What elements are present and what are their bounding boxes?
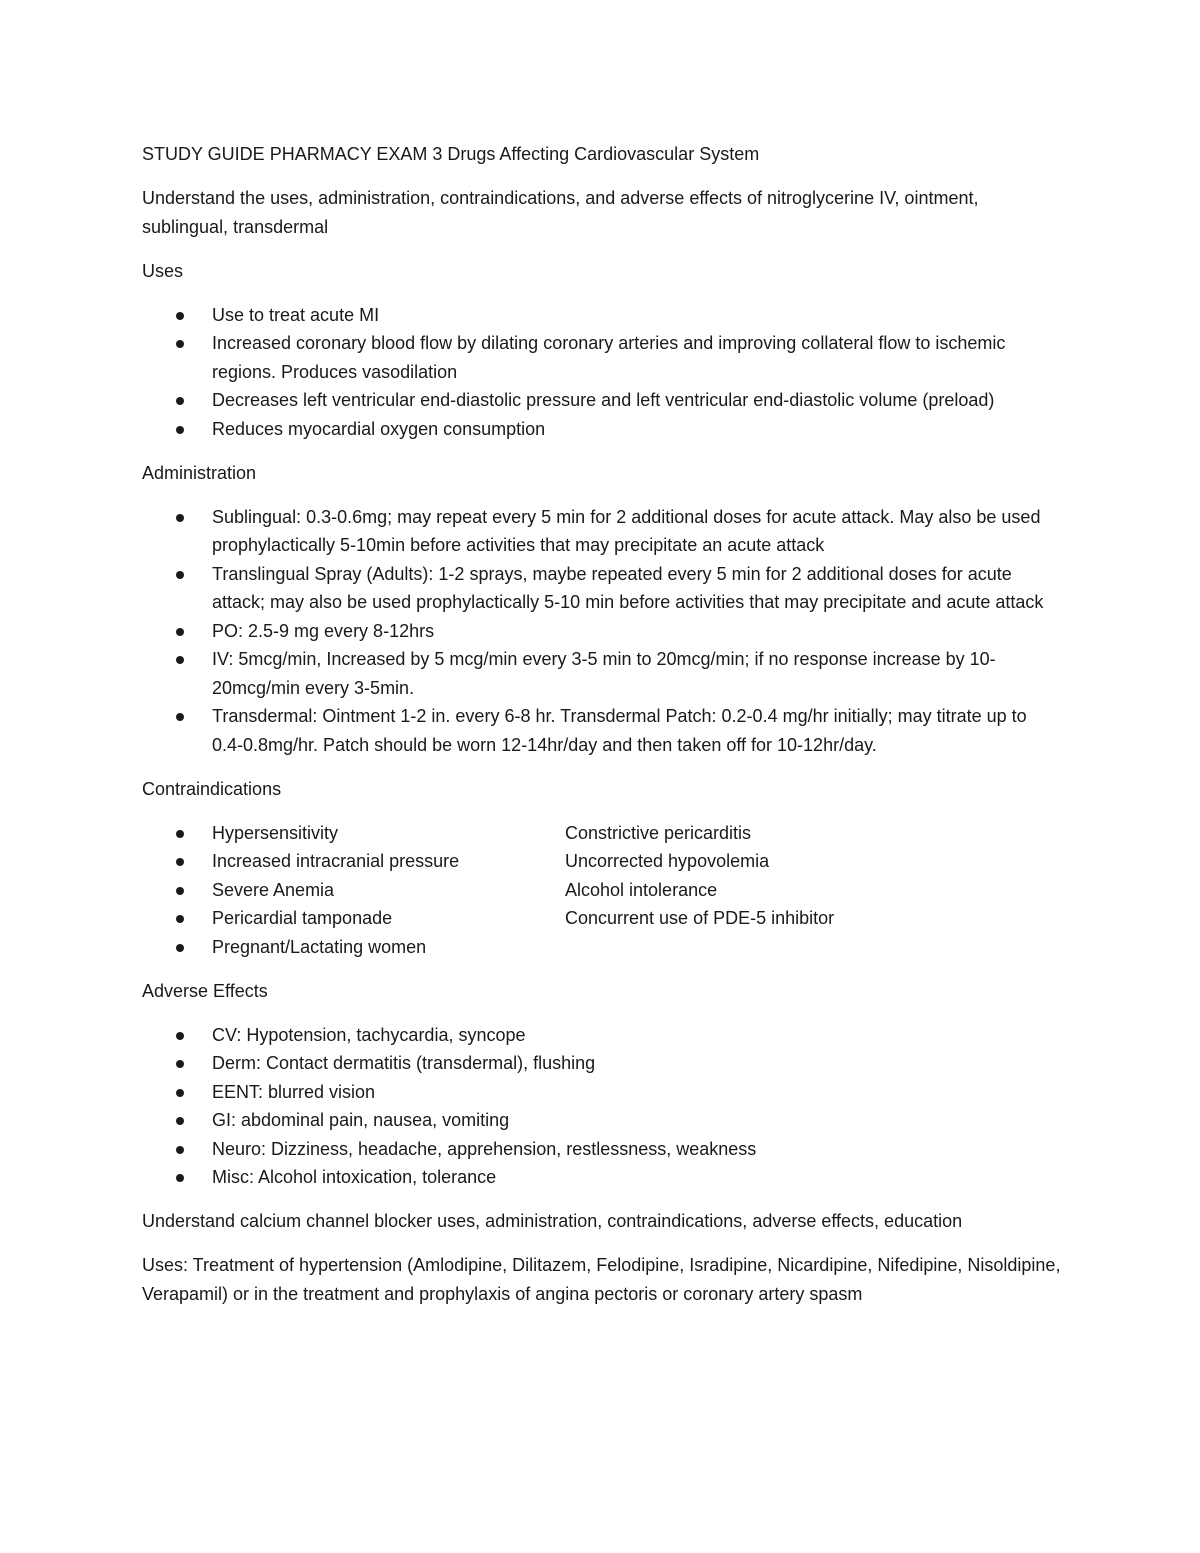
- bullet-icon: [176, 1032, 184, 1040]
- administration-list: [142, 503, 1062, 760]
- bullet-icon: [176, 1060, 184, 1068]
- list-item: Sublingual: 0.3-0.6mg; may repeat every 5 min for 2 additional doses for acute attack. May also be used prophylactically 5-10min before activities that may precipitate an acute attack: [142, 503, 1062, 560]
- list-item: Transdermal: Ointment 1-2 in. every 6-8 hr. Transdermal Patch: 0.2-0.4 mg/hr initially; may titrate up to 0.4-0.8mg/hr. Patch should be worn 12-14hr/day and then taken off for 10-12hr/day.: [142, 702, 1062, 759]
- list-item: Misc: Alcohol intoxication, tolerance: [142, 1163, 1062, 1192]
- list-item: Severe Anemia Alcohol intolerance: [142, 876, 1062, 905]
- list-item: Increased intracranial pressure Uncorrected hypovolemia: [142, 847, 1062, 876]
- bullet-icon: [176, 1089, 184, 1097]
- list-item: IV: 5mcg/min, Increased by 5 mcg/min every 3-5 min to 20mcg/min; if no response increase by 10-20mcg/min every 3-5min.: [142, 645, 1062, 702]
- list-item: PO: 2.5-9 mg every 8-12hrs: [142, 617, 1062, 646]
- bullet-icon: [176, 858, 184, 866]
- list-item: Neuro: Dizziness, headache, apprehension, restlessness, weakness: [142, 1135, 1062, 1164]
- bullet-icon: [176, 628, 184, 636]
- document-title: STUDY GUIDE PHARMACY EXAM 3 Drugs Affecting Cardiovascular System: [142, 144, 760, 164]
- bullet-icon: [176, 426, 184, 434]
- list-item: Reduces myocardial oxygen consumption: [142, 415, 1062, 444]
- list-item: Derm: Contact dermatitis (transdermal), flushing: [142, 1049, 1062, 1078]
- document-page: [142, 140, 1062, 1324]
- uses-heading: Uses: [142, 260, 184, 281]
- contraindications-list: [142, 819, 1062, 962]
- adverse-effects-heading: Adverse Effects: [142, 980, 268, 1001]
- calcium-channel-blocker-uses: Uses: Treatment of hypertension (Amlodipine, Dilitazem, Felodipine, Isradipine, Nicardipine, Nifedipine, Nisoldipine, Verapamil) or in the treatment and prophylaxis of angina pectoris or coronary artery spasm: [142, 1255, 1061, 1304]
- bullet-icon: [176, 1174, 184, 1182]
- bullet-icon: [176, 944, 184, 952]
- bullet-icon: [176, 830, 184, 838]
- list-item: GI: abdominal pain, nausea, vomiting: [142, 1106, 1062, 1135]
- bullet-icon: [176, 713, 184, 721]
- bullet-icon: [176, 571, 184, 579]
- bullet-icon: [176, 312, 184, 320]
- list-item: Pregnant/Lactating women: [142, 933, 1062, 962]
- list-item: Translingual Spray (Adults): 1-2 sprays, maybe repeated every 5 min for 2 additional doses for acute attack; may also be used prophylactically 5-10 min before activities that may precipitate and acute attack: [142, 560, 1062, 617]
- list-item: Pericardial tamponade Concurrent use of PDE-5 inhibitor: [142, 904, 1062, 933]
- administration-heading: Administration: [142, 462, 257, 483]
- bullet-icon: [176, 514, 184, 522]
- bullet-icon: [176, 915, 184, 923]
- list-item: Increased coronary blood flow by dilating coronary arteries and improving collateral flow to ischemic regions. Produces vasodilation: [142, 329, 1062, 386]
- bullet-icon: [176, 656, 184, 664]
- bullet-icon: [176, 1117, 184, 1125]
- list-item: EENT: blurred vision: [142, 1078, 1062, 1107]
- bullet-icon: [176, 1146, 184, 1154]
- bullet-icon: [176, 887, 184, 895]
- list-item: CV: Hypotension, tachycardia, syncope: [142, 1021, 1062, 1050]
- adverse-effects-list: [142, 1021, 1062, 1192]
- uses-list: [142, 301, 1062, 444]
- nitroglycerine-intro: Understand the uses, administration, contraindications, and adverse effects of nitroglycerine IV, ointment, sublingual, transdermal: [142, 188, 979, 237]
- bullet-icon: [176, 340, 184, 348]
- list-item: Hypersensitivity Constrictive pericarditis: [142, 819, 1062, 848]
- contraindications-heading: Contraindications: [142, 778, 282, 799]
- calcium-channel-blocker-intro: Understand calcium channel blocker uses, administration, contraindications, adverse effects, education: [142, 1211, 963, 1231]
- list-item: Use to treat acute MI: [142, 301, 1062, 330]
- bullet-icon: [176, 397, 184, 405]
- list-item: Decreases left ventricular end-diastolic pressure and left ventricular end-diastolic volume (preload): [142, 386, 1062, 415]
